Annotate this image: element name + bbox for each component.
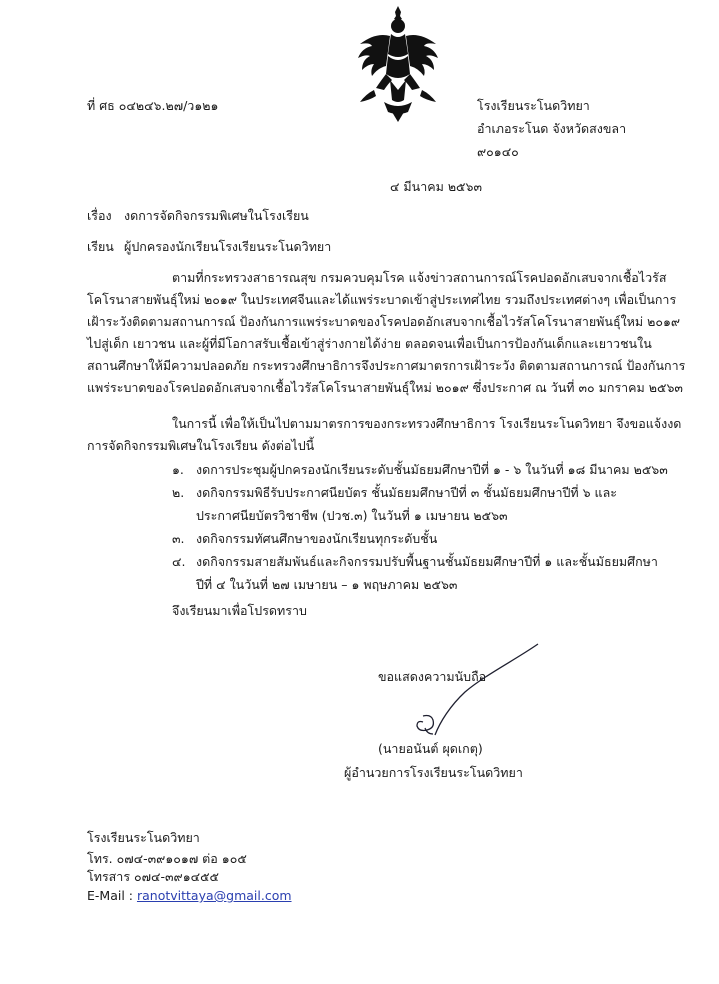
recipient-label: เรียน [87, 239, 114, 254]
postal-code: ๙๐๑๔๐ [477, 144, 519, 159]
footer-email-row [87, 888, 292, 904]
garuda-emblem-icon [354, 4, 442, 124]
footer-phone: โทร. ๐๗๔-๓๙๑๐๑๗ ต่อ ๑๐๕ [87, 851, 247, 866]
subject-label: เรื่อง [87, 208, 112, 223]
signer-title: ผู้อำนวยการโรงเรียนระโนดวิทยา [344, 765, 523, 780]
subject-text: งดการจัดกิจกรรมพิเศษในโรงเรียน [124, 208, 309, 223]
list-item-number: ๓. [172, 531, 185, 546]
signer-name: (นายอนันต์ ผุดเกตุ) [378, 741, 483, 756]
paragraph1-line: เฝ้าระวังติดตามสถานการณ์ ป้องกันการแพร่ระบาดของโรคปอดอักเสบจากเชื้อไวรัสโคโรนาสายพันธุ์ใหม่ ๒๐๑๙ [87, 314, 681, 329]
footer-fax: โทรสาร ๐๗๔-๓๙๑๔๕๕ [87, 869, 220, 884]
list-item-text: งดกิจกรรมพิธีรับประกาศนียบัตร ชั้นมัธยมศึกษาปีที่ ๓ ชั้นมัธยมศึกษาปีที่ ๖ และ [196, 485, 617, 500]
regards-text: ขอแสดงความนับถือ [378, 669, 487, 684]
reference-number: ที่ ศธ ๐๔๒๔๖.๒๗/ว๑๒๑ [87, 98, 219, 113]
list-item-text: งดการประชุมผู้ปกครองนักเรียนระดับชั้นมัธยมศึกษาปีที่ ๑ - ๖ ในวันที่ ๑๘ มีนาคม ๒๕๖๓ [196, 462, 668, 477]
paragraph2-line: การจัดกิจกรรมพิเศษในโรงเรียน ดังต่อไปนี้ [87, 438, 315, 453]
letter-date: ๔ มีนาคม ๒๕๖๓ [390, 179, 482, 194]
paragraph1-line: ไปสู่เด็ก เยาวชน และผู้ที่มีโอกาสรับเชื้อเข้าสู่ร่างกายได้ง่าย ตลอดจนเพื่อเป็นการป้องกันเด็กและเยาวชนใน [87, 336, 652, 351]
school-district: อำเภอระโนด จังหวัดสงขลา [477, 121, 627, 136]
paragraph2-line: ในการนี้ เพื่อให้เป็นไปตามมาตรการของกระทรวงศึกษาธิการ โรงเรียนระโนดวิทยา จึงขอแจ้งงด [172, 416, 682, 431]
footer-email-label: E-Mail : [87, 888, 137, 903]
footer-email-link[interactable]: ranotvittaya@gmail.com [136, 888, 292, 903]
list-item-number: ๔. [172, 554, 186, 569]
signature-icon [395, 640, 545, 750]
paragraph1-line: สถานศึกษาให้มีความปลอดภัย กระทรวงศึกษาธิการจึงประกาศมาตรการเฝ้าระวัง ติดตามสถานการณ์ ป้องกันการ [87, 358, 686, 373]
list-item-text: ประกาศนียบัตรวิชาชีพ (ปวช.๓) ในวันที่ ๑ เมษายน ๒๕๖๓ [196, 508, 508, 523]
paragraph1-line: แพร่ระบาดของโรคปอดอักเสบจากเชื้อไวรัสโคโรนาสายพันธุ์ใหม่ ๒๐๑๙ ซึ่งประกาศ ณ วันที่ ๓๐ มกราคม ๒๕๖๓ [87, 380, 683, 395]
list-item-text: งดกิจกรรมทัศนศึกษาของนักเรียนทุกระดับชั้น [196, 531, 438, 546]
list-item-number: ๑. [172, 462, 184, 477]
closing-text: จึงเรียนมาเพื่อโปรดทราบ [172, 603, 307, 618]
recipient-text: ผู้ปกครองนักเรียนโรงเรียนระโนดวิทยา [124, 239, 332, 254]
school-name: โรงเรียนระโนดวิทยา [477, 98, 590, 113]
list-item-text: งดกิจกรรมสายสัมพันธ์และกิจกรรมปรับพื้นฐานชั้นมัธยมศึกษาปีที่ ๑ และชั้นมัธยมศึกษา [196, 554, 658, 569]
list-item-number: ๒. [172, 485, 185, 500]
paragraph1-line: โคโรนาสายพันธุ์ใหม่ ๒๐๑๙ ในประเทศจีนและได้แพร่ระบาดเข้าสู่ประเทศไทย รวมถึงประเทศต่างๆ เพื่อเป็นการ [87, 292, 677, 307]
footer-school: โรงเรียนระโนดวิทยา [87, 830, 200, 845]
list-item-text: ปีที่ ๔ ในวันที่ ๒๗ เมษายน – ๑ พฤษภาคม ๒๕๖๓ [196, 577, 458, 592]
paragraph1-line: ตามที่กระทรวงสาธารณสุข กรมควบคุมโรค แจ้งข่าวสถานการณ์โรคปอดอักเสบจากเชื้อไวรัส [172, 270, 667, 285]
